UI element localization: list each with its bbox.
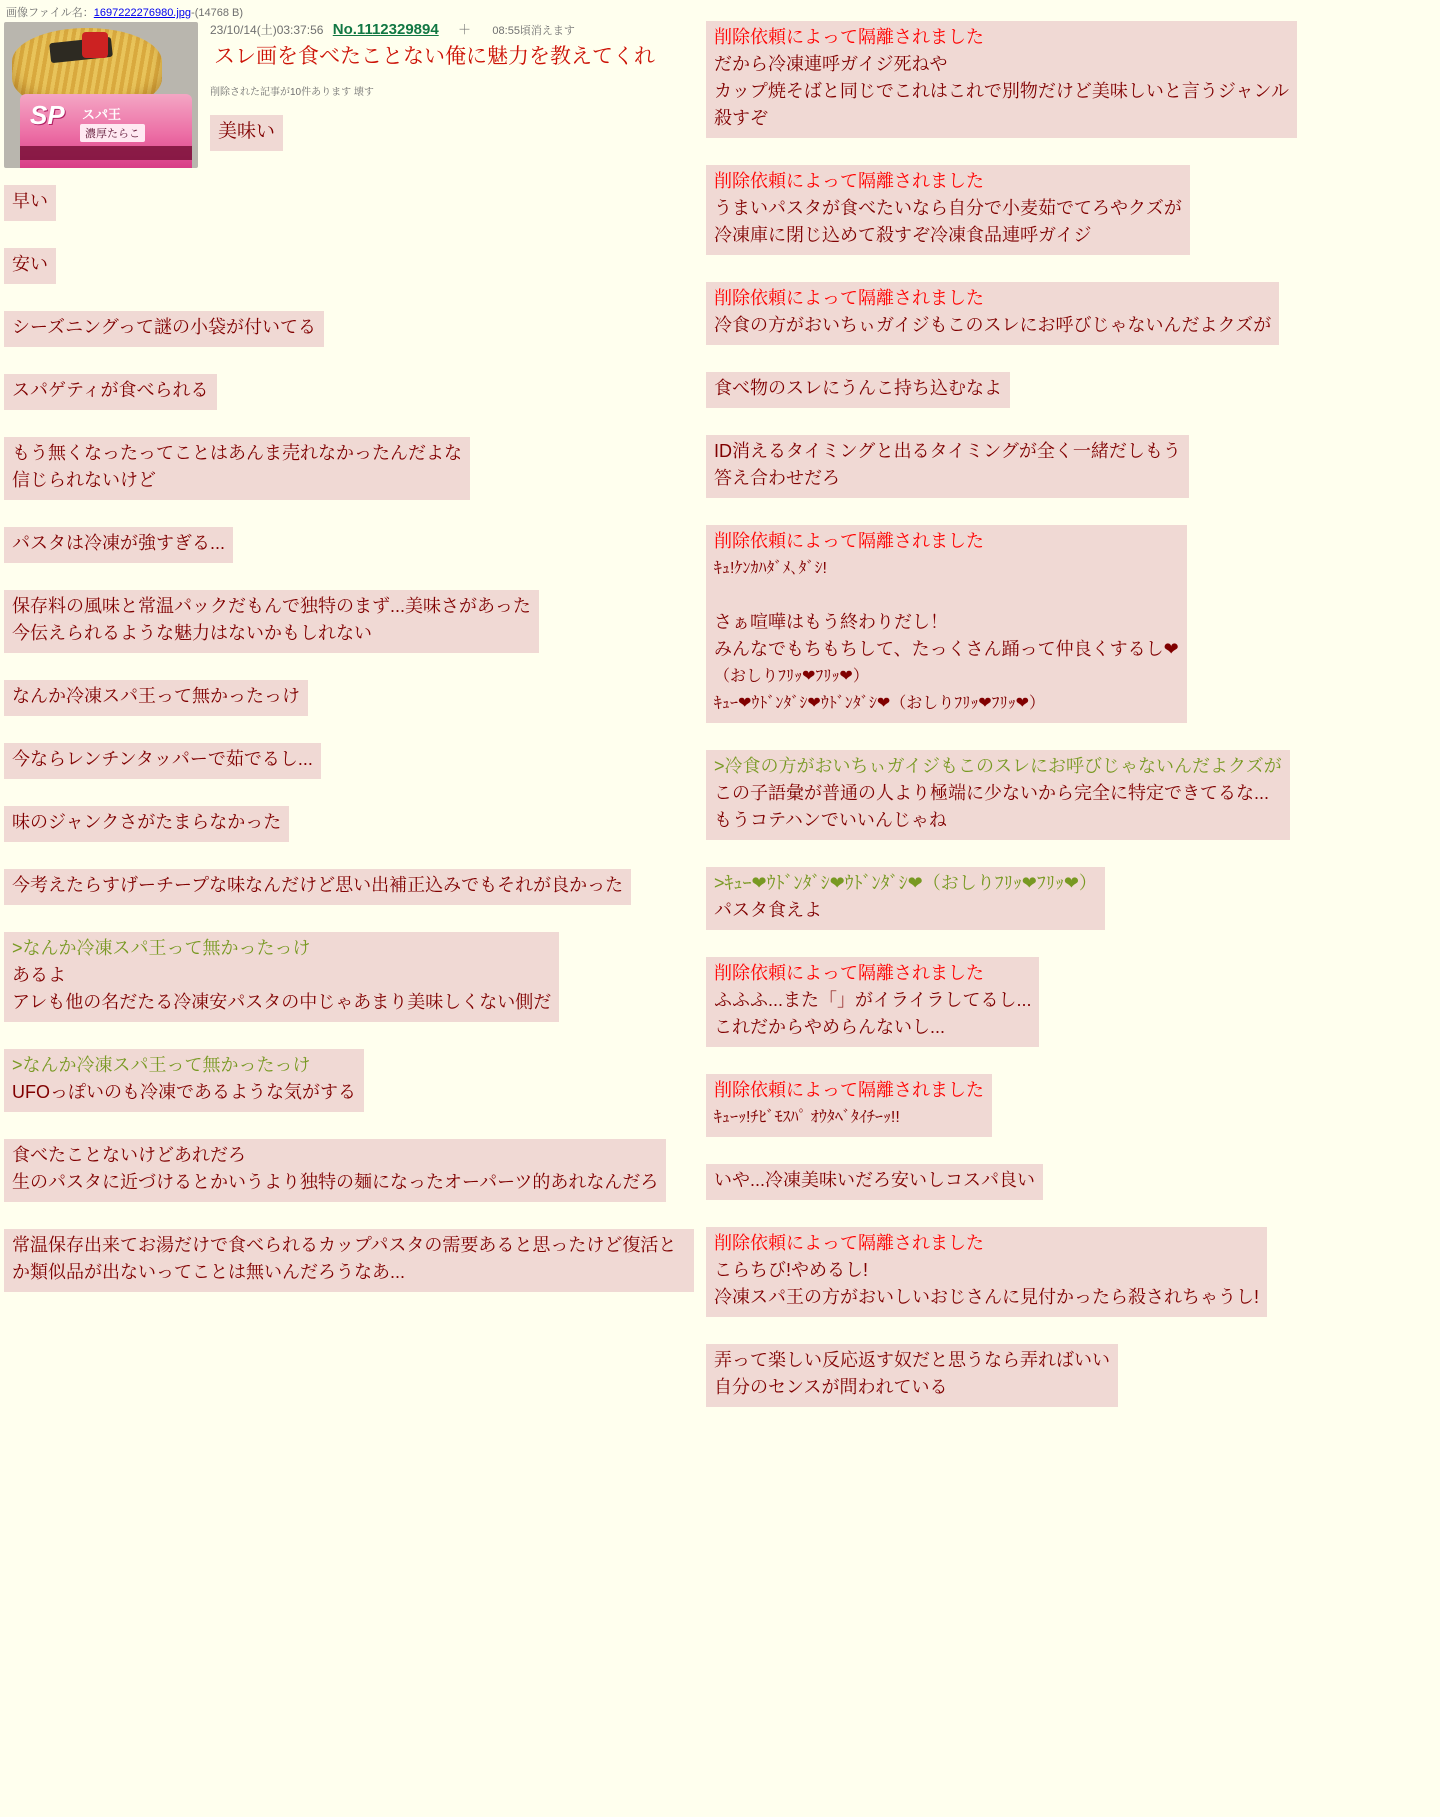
reply-header [4, 1032, 694, 1049]
op-first-reply-slot [210, 98, 694, 151]
reply-line: 早い [12, 191, 48, 211]
reply-body [4, 1049, 364, 1112]
reply-line: ｷｭ!ｹﾝｶﾊﾀﾞﾒ､ﾀﾞｼ! [714, 560, 827, 577]
op-title: スレ画を食べたことない俺に魅力を教えてくれ [214, 45, 655, 68]
reply-post [4, 726, 694, 779]
reply-post [4, 915, 694, 1022]
reply-header [4, 1212, 694, 1229]
reply-post [4, 789, 694, 842]
reply-header [4, 510, 694, 527]
reply-line: >なんか冷凍スパ王って無かったっけ [12, 1055, 311, 1075]
reply-line: 冷凍庫に閉じ込めて殺すぞ冷凍食品連呼ガイジ [714, 225, 1092, 245]
reply-body [4, 932, 559, 1022]
reply-body [4, 680, 308, 716]
reply-line: ｷｭｰｯ!ﾁﾋﾞﾓｽﾊﾟ ｵｳﾀﾍﾞﾀｲﾁｰｯ!! [714, 1109, 900, 1126]
reply-header [706, 355, 1432, 372]
reply-line: ふふふ...また「」がイライラしてるし... [714, 990, 1032, 1010]
reply-line: 削除依頼によって隔離されました [714, 1233, 984, 1253]
reply-body [706, 1164, 1043, 1200]
op-thumbnail[interactable] [4, 22, 198, 168]
op-expand-button[interactable]: ＋ [458, 22, 472, 37]
reply-body [706, 1074, 992, 1137]
reply-body [4, 527, 233, 563]
reply-body [706, 957, 1039, 1047]
topping-graphic [82, 32, 108, 58]
reply-header [706, 1327, 1432, 1344]
reply-line: もう無くなったってことはあんま売れなかったんだよな [12, 443, 462, 463]
reply-line: アレも他の名だたる冷凍安パスタの中じゃあまり美味しくない側だ [12, 992, 552, 1012]
reply-header [706, 265, 1432, 282]
reply-header [706, 1210, 1432, 1227]
reply-body [4, 374, 217, 410]
package-brand-sub: 濃厚たらこ [80, 124, 145, 142]
reply-post [706, 1057, 1432, 1137]
file-info-line [6, 6, 694, 20]
reply-line: 今伝えられるような魅力はないかもしれない [12, 623, 372, 643]
reply-body [4, 806, 289, 842]
reply-body [706, 282, 1279, 345]
reply-body [4, 248, 56, 284]
reply-header [706, 850, 1432, 867]
reply-line: 生のパスタに近づけるとかいうより独特の麺になったオーパーツ的あれなんだろ [12, 1172, 659, 1192]
reply-line: >ｷｭｰ❤ｳﾄﾞﾝﾀﾞｼ❤ｳﾄﾞﾝﾀﾞｼ❤（おしりﾌﾘｯ❤ﾌﾘｯ❤） [714, 873, 1097, 893]
reply-header [4, 168, 694, 185]
reply-post [4, 357, 694, 410]
reply-header [4, 420, 694, 437]
reply-line: パスタ食えよ [714, 900, 822, 920]
reply-line: 削除依頼によって隔離されました [714, 531, 984, 551]
reply-line: もうコテハンでいいんじゃね [714, 810, 947, 830]
reply-body [210, 115, 283, 151]
reply-body [706, 21, 1297, 138]
reply-body [4, 185, 56, 221]
reply-header [706, 418, 1432, 435]
reply-line: 食べ物のスレにうんこ持ち込むなよ [714, 378, 1002, 398]
reply-line: シーズニングって謎の小袋が付いてる [12, 317, 317, 337]
reply-header [706, 508, 1432, 525]
reply-line: 今考えたらすげーチープな味なんだけど思い出補正込みでもそれが良かった [12, 875, 624, 895]
reply-line: 削除依頼によって隔離されました [714, 963, 984, 983]
reply-body [4, 1139, 666, 1202]
reply-line: 今ならレンチンタッパーで茹でるし... [12, 749, 313, 769]
reply-header [706, 1057, 1432, 1074]
reply-line: 常温保存出来てお湯だけで食べられるカップパスタの需要あると思ったけど復活とか類似品が出ないってことは無いんだろうなあ... [12, 1235, 677, 1282]
reply-header [4, 852, 694, 869]
left-reply-list [4, 168, 694, 1319]
reply-line [714, 582, 1179, 609]
package-brand-sp: SP [30, 100, 65, 130]
reply-line: だから冷凍連呼ガイジ死ねや [714, 54, 948, 74]
reply-header [4, 1122, 694, 1139]
reply-line: 冷凍スパ王の方がおいしいおじさんに見付かったら殺されちゃうし! [714, 1287, 1259, 1307]
reply-post [706, 850, 1432, 930]
file-size: -(14768 B) [191, 7, 244, 19]
left-column [0, 0, 700, 1329]
reply-post [4, 510, 694, 563]
reply-line: 弄って楽しい反応返す奴だと思うなら弄ればいい [714, 1350, 1110, 1370]
reply-header [4, 231, 694, 248]
reply-header [706, 940, 1432, 957]
reply-line: なんか冷凍スパ王って無かったっけ [12, 686, 300, 706]
right-column [700, 0, 1440, 1417]
reply-body [4, 590, 539, 653]
reply-post [4, 1212, 694, 1292]
reply-body [706, 1344, 1118, 1407]
reply-post [706, 418, 1432, 498]
reply-line: こらちび!やめるし! [714, 1260, 869, 1280]
reply-body [4, 311, 324, 347]
reply-post [4, 420, 694, 500]
reply-line: ID消えるタイミングと出るタイミングが全く一緒だしもう [714, 441, 1181, 461]
package-graphic [20, 94, 192, 168]
reply-body [4, 437, 470, 500]
reply-header [706, 148, 1432, 165]
reply-line: 保存料の風味と常温パックだもんで独特のまず...美味さがあった [12, 596, 531, 616]
reply-line: 削除依頼によって隔離されました [714, 1080, 984, 1100]
reply-line: さぁ喧嘩はもう終わりだし！ [714, 612, 948, 632]
reply-post [706, 733, 1432, 840]
reply-line: スパゲティが食べられる [12, 380, 209, 400]
reply-line: うまいパスタが食べたいなら自分で小麦茹でてろやクズが [714, 198, 1182, 218]
reply-body [706, 867, 1105, 930]
reply-line: この子語彙が普通の人より極端に少ないから完全に特定できてるな... [714, 783, 1269, 803]
reply-post [706, 355, 1432, 408]
reply-body [4, 869, 631, 905]
reply-header [210, 98, 694, 115]
reply-line: UFOっぽいのも冷凍であるような気がする [12, 1082, 356, 1102]
reply-post [4, 168, 694, 221]
reply-post [210, 98, 694, 151]
reply-header [4, 294, 694, 311]
reply-post [706, 1210, 1432, 1317]
reply-post [4, 231, 694, 284]
reply-line: 味のジャンクさがたまらなかった [12, 812, 282, 832]
package-brand-jp: スパ王 [82, 107, 122, 122]
op-vanish-note: 08:55頃消えます [492, 25, 575, 37]
reply-body [706, 165, 1190, 255]
reply-post [4, 1302, 694, 1319]
reply-line: 削除依頼によって隔離されました [714, 288, 984, 308]
right-reply-list [706, 4, 1432, 1407]
reply-header [706, 733, 1432, 750]
reply-body [4, 743, 321, 779]
reply-post [706, 148, 1432, 255]
reply-header [4, 357, 694, 374]
deleted-posts-note[interactable]: 削除された記事が10件あります 壊す [210, 87, 374, 98]
reply-line: 殺すぞ [714, 108, 768, 128]
reply-header [4, 573, 694, 590]
op-post [4, 22, 694, 168]
reply-line: >冷食の方がおいちぃガイジもこのスレにお呼びじゃないんだよクズが [714, 756, 1282, 776]
reply-post [4, 1032, 694, 1112]
op-body [208, 22, 694, 161]
package-strip [20, 146, 192, 160]
file-label: 画像ファイル名： [6, 7, 94, 19]
reply-post [706, 1327, 1432, 1407]
reply-post [4, 663, 694, 716]
reply-line: いや...冷凍美味いだろ安いしコスパ良い [714, 1170, 1036, 1190]
reply-line: 食べたことないけどあれだろ [12, 1145, 246, 1165]
reply-post [4, 573, 694, 653]
reply-line: ｷｭｰ❤ｳﾄﾞﾝﾀﾞｼ❤ｳﾄﾞﾝﾀﾞｼ❤（おしりﾌﾘｯ❤ﾌﾘｯ❤） [714, 695, 1046, 712]
reply-post [4, 294, 694, 347]
reply-post [706, 508, 1432, 723]
reply-line: 安い [12, 254, 48, 274]
reply-header [4, 726, 694, 743]
op-post-number[interactable]: No.1112329894 [332, 21, 439, 38]
reply-body [4, 1229, 694, 1292]
reply-line: 答え合わせだろ [714, 468, 840, 488]
reply-body [706, 435, 1189, 498]
reply-header [706, 4, 1432, 21]
reply-header [4, 915, 694, 932]
reply-line: あるよ [12, 965, 66, 985]
reply-line: 美味い [218, 121, 276, 142]
reply-post [706, 4, 1432, 138]
reply-line: 自分のセンスが問われている [714, 1377, 948, 1397]
reply-header [4, 663, 694, 680]
reply-line: 削除依頼によって隔離されました [714, 171, 984, 191]
reply-header [4, 1302, 694, 1319]
reply-body [706, 1227, 1267, 1317]
reply-post [706, 940, 1432, 1047]
reply-line: 信じられないけど [12, 470, 156, 490]
reply-line: これだからやめらんないし... [714, 1017, 946, 1037]
reply-line: パスタは冷凍が強すぎる... [12, 533, 226, 553]
reply-line: >なんか冷凍スパ王って無かったっけ [12, 938, 311, 958]
op-datetime: 23/10/14(土)03:37:56 [210, 23, 324, 37]
reply-body [706, 372, 1010, 408]
reply-post [4, 1122, 694, 1202]
reply-body [706, 750, 1290, 840]
reply-post [706, 265, 1432, 345]
reply-line: （おしりﾌﾘｯ❤ﾌﾘｯ❤） [714, 668, 869, 685]
op-header [208, 22, 694, 39]
reply-post [706, 1147, 1432, 1200]
reply-line: カップ焼そばと同じでこれはこれで別物だけど美味しいと言うジャンル [714, 81, 1290, 101]
reply-body [706, 525, 1187, 723]
reply-header [706, 1147, 1432, 1164]
reply-line: みんなでもちもちして、たっくさん踊って仲良くするし❤ [714, 639, 1179, 659]
reply-line: 削除依頼によって隔離されました [714, 27, 984, 47]
reply-header [4, 789, 694, 806]
file-name-link[interactable]: 1697222276980.jpg [93, 7, 192, 19]
reply-post [4, 852, 694, 905]
reply-line: 冷食の方がおいちぃガイジもこのスレにお呼びじゃないんだよクズが [714, 315, 1272, 335]
